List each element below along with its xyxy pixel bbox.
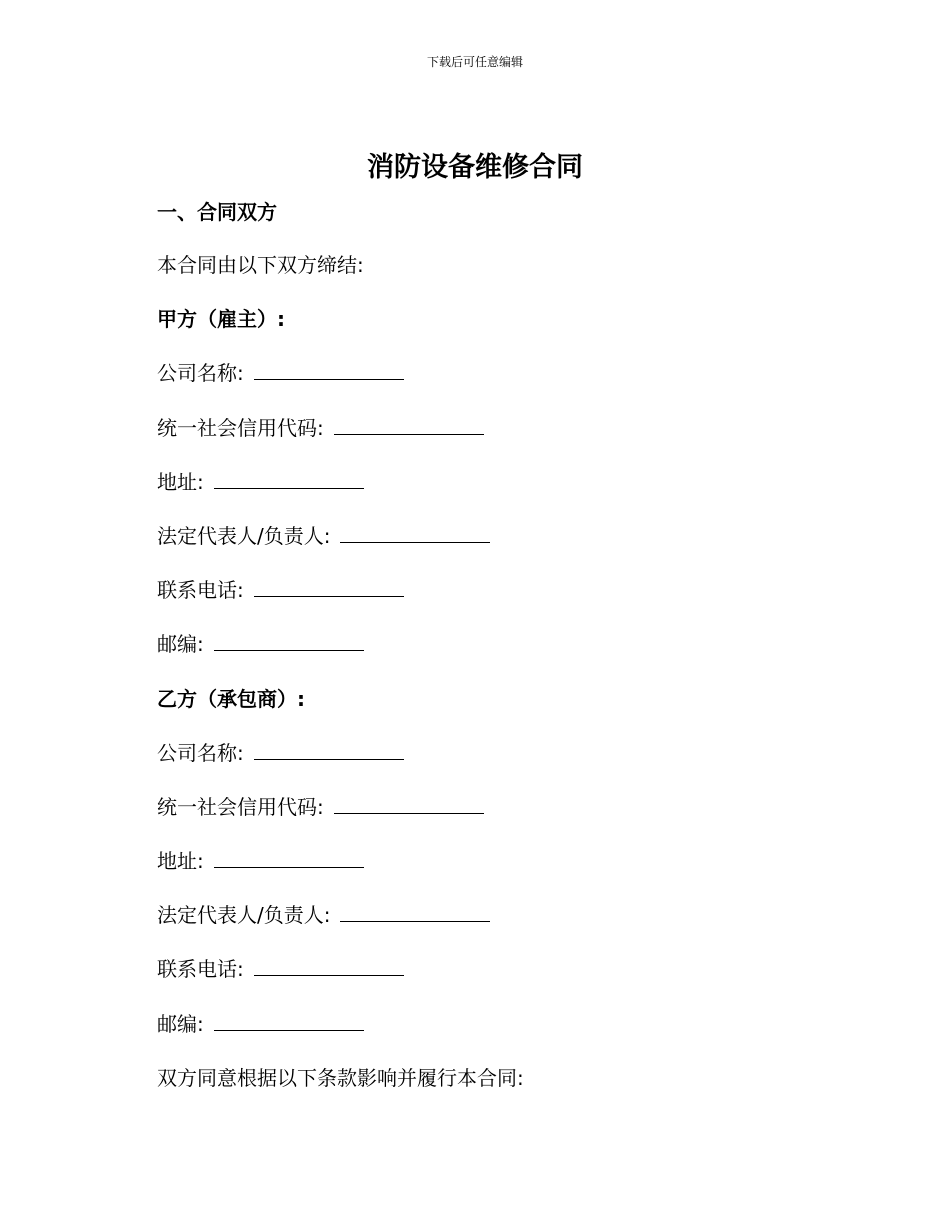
intro-text: 本合同由以下双方缔结: xyxy=(157,253,364,277)
party-b-address-label: 地址: xyxy=(157,849,204,874)
document-body xyxy=(157,196,797,1116)
party-a-postcode-label: 邮编: xyxy=(157,632,204,657)
party-a-company-name-label: 公司名称: xyxy=(157,361,244,386)
party-a-legal-rep-row xyxy=(157,520,797,574)
party-a-postcode-blank xyxy=(214,628,364,651)
party-b-company-name-row xyxy=(157,737,797,791)
party-b-credit-code-label: 统一社会信用代码: xyxy=(157,794,324,819)
party-b-credit-code-blank xyxy=(334,791,484,814)
party-a-company-name-blank xyxy=(254,357,404,380)
party-b-legal-rep-label: 法定代表人/负责人: xyxy=(157,903,331,928)
party-a-credit-code-blank xyxy=(334,412,484,435)
party-a-credit-code-label: 统一社会信用代码: xyxy=(157,415,324,440)
party-b-legal-rep-blank xyxy=(340,899,490,922)
party-b-phone-row xyxy=(157,953,797,1007)
party-b-credit-code-row xyxy=(157,791,797,845)
party-a-credit-code-row xyxy=(157,412,797,466)
party-a-company-name-row xyxy=(157,357,797,411)
document-title: 消防设备维修合同 xyxy=(367,152,583,183)
party-b-company-name-label: 公司名称: xyxy=(157,740,244,765)
party-a-address-blank xyxy=(214,466,364,489)
party-b-address-row xyxy=(157,845,797,899)
party-a-address-row xyxy=(157,466,797,520)
party-b-phone-blank xyxy=(254,953,404,976)
party-b-phone-label: 联系电话: xyxy=(157,957,244,982)
party-a-heading: 甲方（雇主）: xyxy=(157,307,285,332)
closing-text: 双方同意根据以下条款影响并履行本合同: xyxy=(157,1065,524,1090)
party-b-company-name-blank xyxy=(254,737,404,760)
party-b-postcode-blank xyxy=(214,1008,364,1031)
party-a-phone-blank xyxy=(254,574,404,597)
party-a-legal-rep-blank xyxy=(340,520,490,543)
party-a-phone-label: 联系电话: xyxy=(157,578,244,603)
party-b-postcode-label: 邮编: xyxy=(157,1011,204,1036)
party-a-legal-rep-label: 法定代表人/负责人: xyxy=(157,523,331,548)
header-note: 下载后可任意编辑 xyxy=(426,55,523,69)
party-b-postcode-row xyxy=(157,1008,797,1062)
party-b-address-blank xyxy=(214,845,364,868)
party-a-address-label: 地址: xyxy=(157,469,204,494)
section-heading-parties: 一、合同双方 xyxy=(157,200,277,224)
party-a-postcode-row xyxy=(157,628,797,682)
party-b-heading: 乙方（承包商）: xyxy=(157,686,305,711)
party-a-phone-row xyxy=(157,574,797,628)
party-b-legal-rep-row xyxy=(157,899,797,953)
